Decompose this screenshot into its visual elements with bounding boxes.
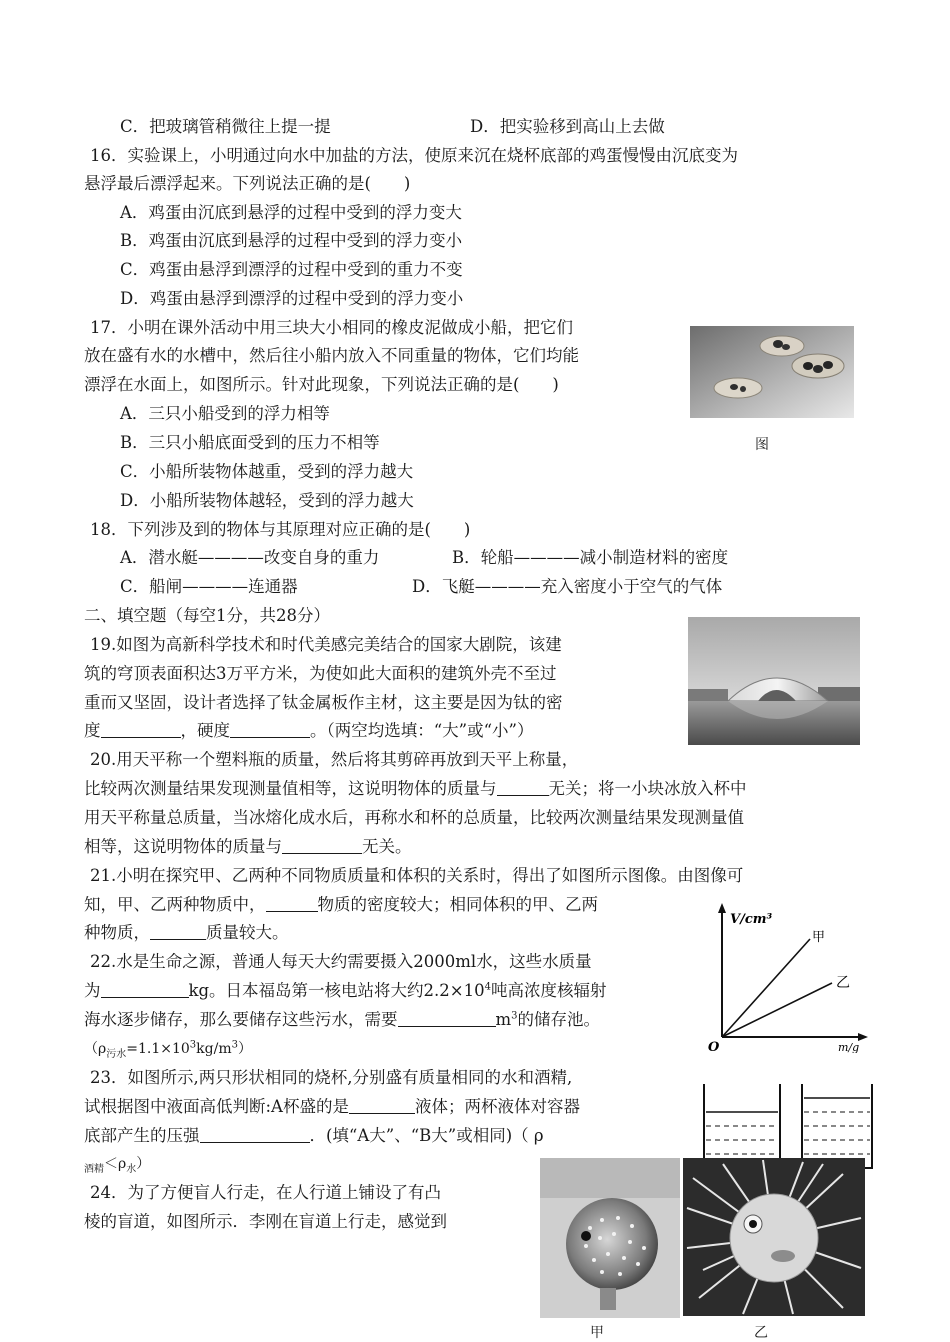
q21-text-3: 种物质， [84, 923, 150, 942]
q17-option-a: A．三只小船受到的浮力相等 [120, 404, 330, 423]
graph-jia-label: 甲 [812, 930, 826, 945]
q19-text-2: ，硬度 [180, 721, 230, 740]
q20-text-4: 无关。 [362, 837, 412, 856]
q23-sub-2: 水 [126, 1163, 137, 1175]
q22-sub-1: 污水 [106, 1048, 127, 1060]
q16-stem-1: 16．实验课上，小明通过向水中加盐的方法，使原来沉在烧杯底部的鸡蛋慢慢由沉底变为 [90, 146, 738, 165]
q22-text-10: ） [237, 1041, 252, 1057]
q23-text-6: ） [136, 1156, 151, 1172]
q16-option-c: C．鸡蛋由悬浮到漂浮的过程中受到的重力不变 [120, 260, 463, 279]
q22-text-4: 海水逐步储存，那么要储存这些污水，需要 [84, 1010, 398, 1029]
pufferfish-photo-jia [540, 1158, 680, 1318]
q17-option-b: B．三只小船底面受到的压力不相等 [120, 433, 380, 452]
q22-text-9: kg/m [196, 1041, 232, 1057]
pufferfish-caption-jia: 甲 [590, 1325, 604, 1341]
graph-yi-label: 乙 [836, 975, 850, 991]
q23-text-5: ＜ρ [104, 1156, 127, 1172]
q20-blank-1[interactable] [497, 777, 549, 796]
q21-stem-3 [84, 919, 289, 947]
q21-blank-2[interactable] [150, 921, 206, 940]
q18-option-b: B．轮船————减小制造材料的密度 [452, 548, 729, 567]
pufferfish-caption-yi: 乙 [754, 1325, 768, 1341]
q23-sub-1: 酒精 [84, 1163, 104, 1175]
q20-stem-3: 用天平称量总质量，当冰熔化成水后，再称水和杯的总质量，比较两次测量结果发现测量值 [84, 808, 744, 827]
q23-stem-4 [84, 1150, 150, 1178]
q16-stem-2: 悬浮最后漂浮起来。下列说法正确的是( ) [84, 174, 411, 193]
graph-line-yi [722, 983, 832, 1037]
q17-option-c: C．小船所装物体越重，受到的浮力越大 [120, 462, 414, 481]
q17-option-d: D．小船所装物体越轻，受到的浮力越大 [120, 491, 414, 510]
q21-stem-2 [84, 891, 598, 919]
q24-stem-1: 24．为了方便盲人行走，在人行道上铺设了有凸 [90, 1183, 441, 1202]
q20-stem-2 [84, 775, 747, 803]
q19-blank-density[interactable] [101, 719, 181, 738]
q22-stem-1: 22.水是生命之源，普通人每天大约需要摄入2000ml水，这些水质量 [90, 952, 592, 971]
q21-text-1: 知，甲、乙两种物质中， [84, 895, 266, 914]
q22-text-2: kg。日本福岛第一核电站将大约2.2×10 [188, 981, 485, 1000]
q17-stem-3: 漂浮在水面上，如图所示。针对此现象，下列说法正确的是( ) [84, 375, 559, 394]
q23-stem-2 [84, 1093, 580, 1121]
q18-option-a: A．潜水艇————改变自身的重力 [120, 548, 380, 567]
option-15d: D．把实验移到高山上去做 [470, 117, 665, 136]
q20-stem-4 [84, 833, 412, 861]
graph-origin-label: O [708, 1040, 720, 1053]
q24-stem-2: 棱的盲道，如图所示．李刚在盲道上行走，感觉到 [84, 1212, 447, 1231]
section-2-heading: 二、填空题（每空1分，共28分） [84, 606, 330, 625]
q22-text-8: =1.1×10 [126, 1041, 190, 1057]
q17-stem-1: 17．小明在课外活动中用三块大小相同的橡皮泥做成小船，把它们 [90, 318, 573, 337]
q22-text-6: 的储存池。 [517, 1010, 601, 1029]
q23-text-4: ．(填“A大”、“B大”或相同)（ ρ [309, 1126, 544, 1145]
q23-text-1: 试根据图中液面高低判断:A杯盛的是 [84, 1097, 349, 1116]
q21-stem-1: 21.小明在探究甲、乙两种不同物质质量和体积的关系时，得出了如图所示图像。由图像可 [90, 866, 744, 885]
q23-blank-1[interactable] [349, 1095, 415, 1114]
q23-blank-2[interactable] [200, 1124, 310, 1143]
pufferfish-photo-yi [683, 1158, 865, 1316]
q22-stem-4 [84, 1035, 252, 1063]
q22-text-1: 为 [84, 981, 101, 1000]
q19-stem-2: 筑的穹顶表面积达3万平方米，为使如此大面积的建筑外壳不至过 [84, 664, 557, 683]
q20-text-3: 相等，这说明物体的质量与 [84, 837, 282, 856]
density-graph [700, 895, 870, 1053]
q16-option-d: D．鸡蛋由悬浮到漂浮的过程中受到的浮力变小 [120, 289, 464, 308]
graph-y-arrow [718, 903, 726, 913]
q20-text-2: 无关；将一小块冰放入杯中 [548, 779, 747, 798]
q22-blank-1[interactable] [101, 979, 189, 998]
national-theatre-photo [688, 617, 860, 745]
q22-blank-2[interactable] [398, 1008, 496, 1027]
clay-boats-photo [690, 326, 854, 418]
graph-y-label: V/cm³ [730, 912, 773, 927]
q21-text-4: 质量较大。 [206, 923, 289, 942]
q18-option-c: C．船闸————连通器 [120, 577, 298, 596]
q19-text-3: 。（两空均选填：“大”或“小”） [310, 721, 534, 740]
q22-text-7: （ρ [84, 1041, 107, 1057]
q23-text-3: 底部产生的压强 [84, 1126, 200, 1145]
q19-stem-3: 重而又坚固，设计者选择了钛金属板作主材，这主要是因为钛的密 [84, 693, 563, 712]
q22-stem-3 [84, 1006, 600, 1034]
q16-option-a: A．鸡蛋由沉底到悬浮的过程中受到的浮力变大 [120, 203, 462, 222]
q22-text-3: 吨高浓度核辐射 [491, 981, 607, 1000]
q19-stem-1: 19.如图为高新科学技术和时代美感完美结合的国家大剧院，该建 [90, 635, 562, 654]
q19-blank-hardness[interactable] [230, 719, 310, 738]
q22-exp-3: 3 [189, 1039, 197, 1051]
q22-exp-2: 3 [511, 1010, 518, 1022]
q20-blank-2[interactable] [282, 835, 362, 854]
q22-exp-1: 4 [484, 981, 491, 993]
q20-stem-1: 20.用天平称一个塑料瓶的质量，然后将其剪碎再放到天平上称量， [90, 750, 579, 769]
q21-blank-1[interactable] [266, 893, 318, 912]
graph-line-jia [722, 939, 810, 1037]
q22-exp-4: 3 [231, 1039, 238, 1051]
q22-stem-2 [84, 977, 607, 1005]
q18-stem: 18．下列涉及到的物体与其原理对应正确的是( ) [90, 520, 471, 539]
q22-text-5: m [495, 1010, 512, 1029]
q16-option-b: B．鸡蛋由沉底到悬浮的过程中受到的浮力变小 [120, 231, 463, 250]
graph-x-arrow [858, 1033, 868, 1041]
q23-stem-1: 23．如图所示,两只形状相同的烧杯,分别盛有质量相同的水和酒精, [90, 1068, 573, 1087]
option-15c: C．把玻璃管稍微往上提一提 [120, 117, 331, 136]
q18-option-d: D．飞艇————充入密度小于空气的气体 [412, 577, 723, 596]
graph-x-label: m/g [838, 1041, 860, 1053]
q17-stem-2: 放在盛有水的水槽中，然后往小船内放入不同重量的物体，它们均能 [84, 346, 579, 365]
q19-stem-4 [84, 717, 534, 745]
q19-text-1: 度 [84, 721, 101, 740]
q23-text-2: 液体；两杯液体对容器 [414, 1097, 580, 1116]
q20-text-1: 比较两次测量结果发现测量值相等，这说明物体的质量与 [84, 779, 497, 798]
q21-text-2: 物质的密度较大；相同体积的甲、乙两 [317, 895, 598, 914]
q23-stem-3 [84, 1122, 544, 1150]
boat-figure-caption: 图 [755, 437, 769, 453]
